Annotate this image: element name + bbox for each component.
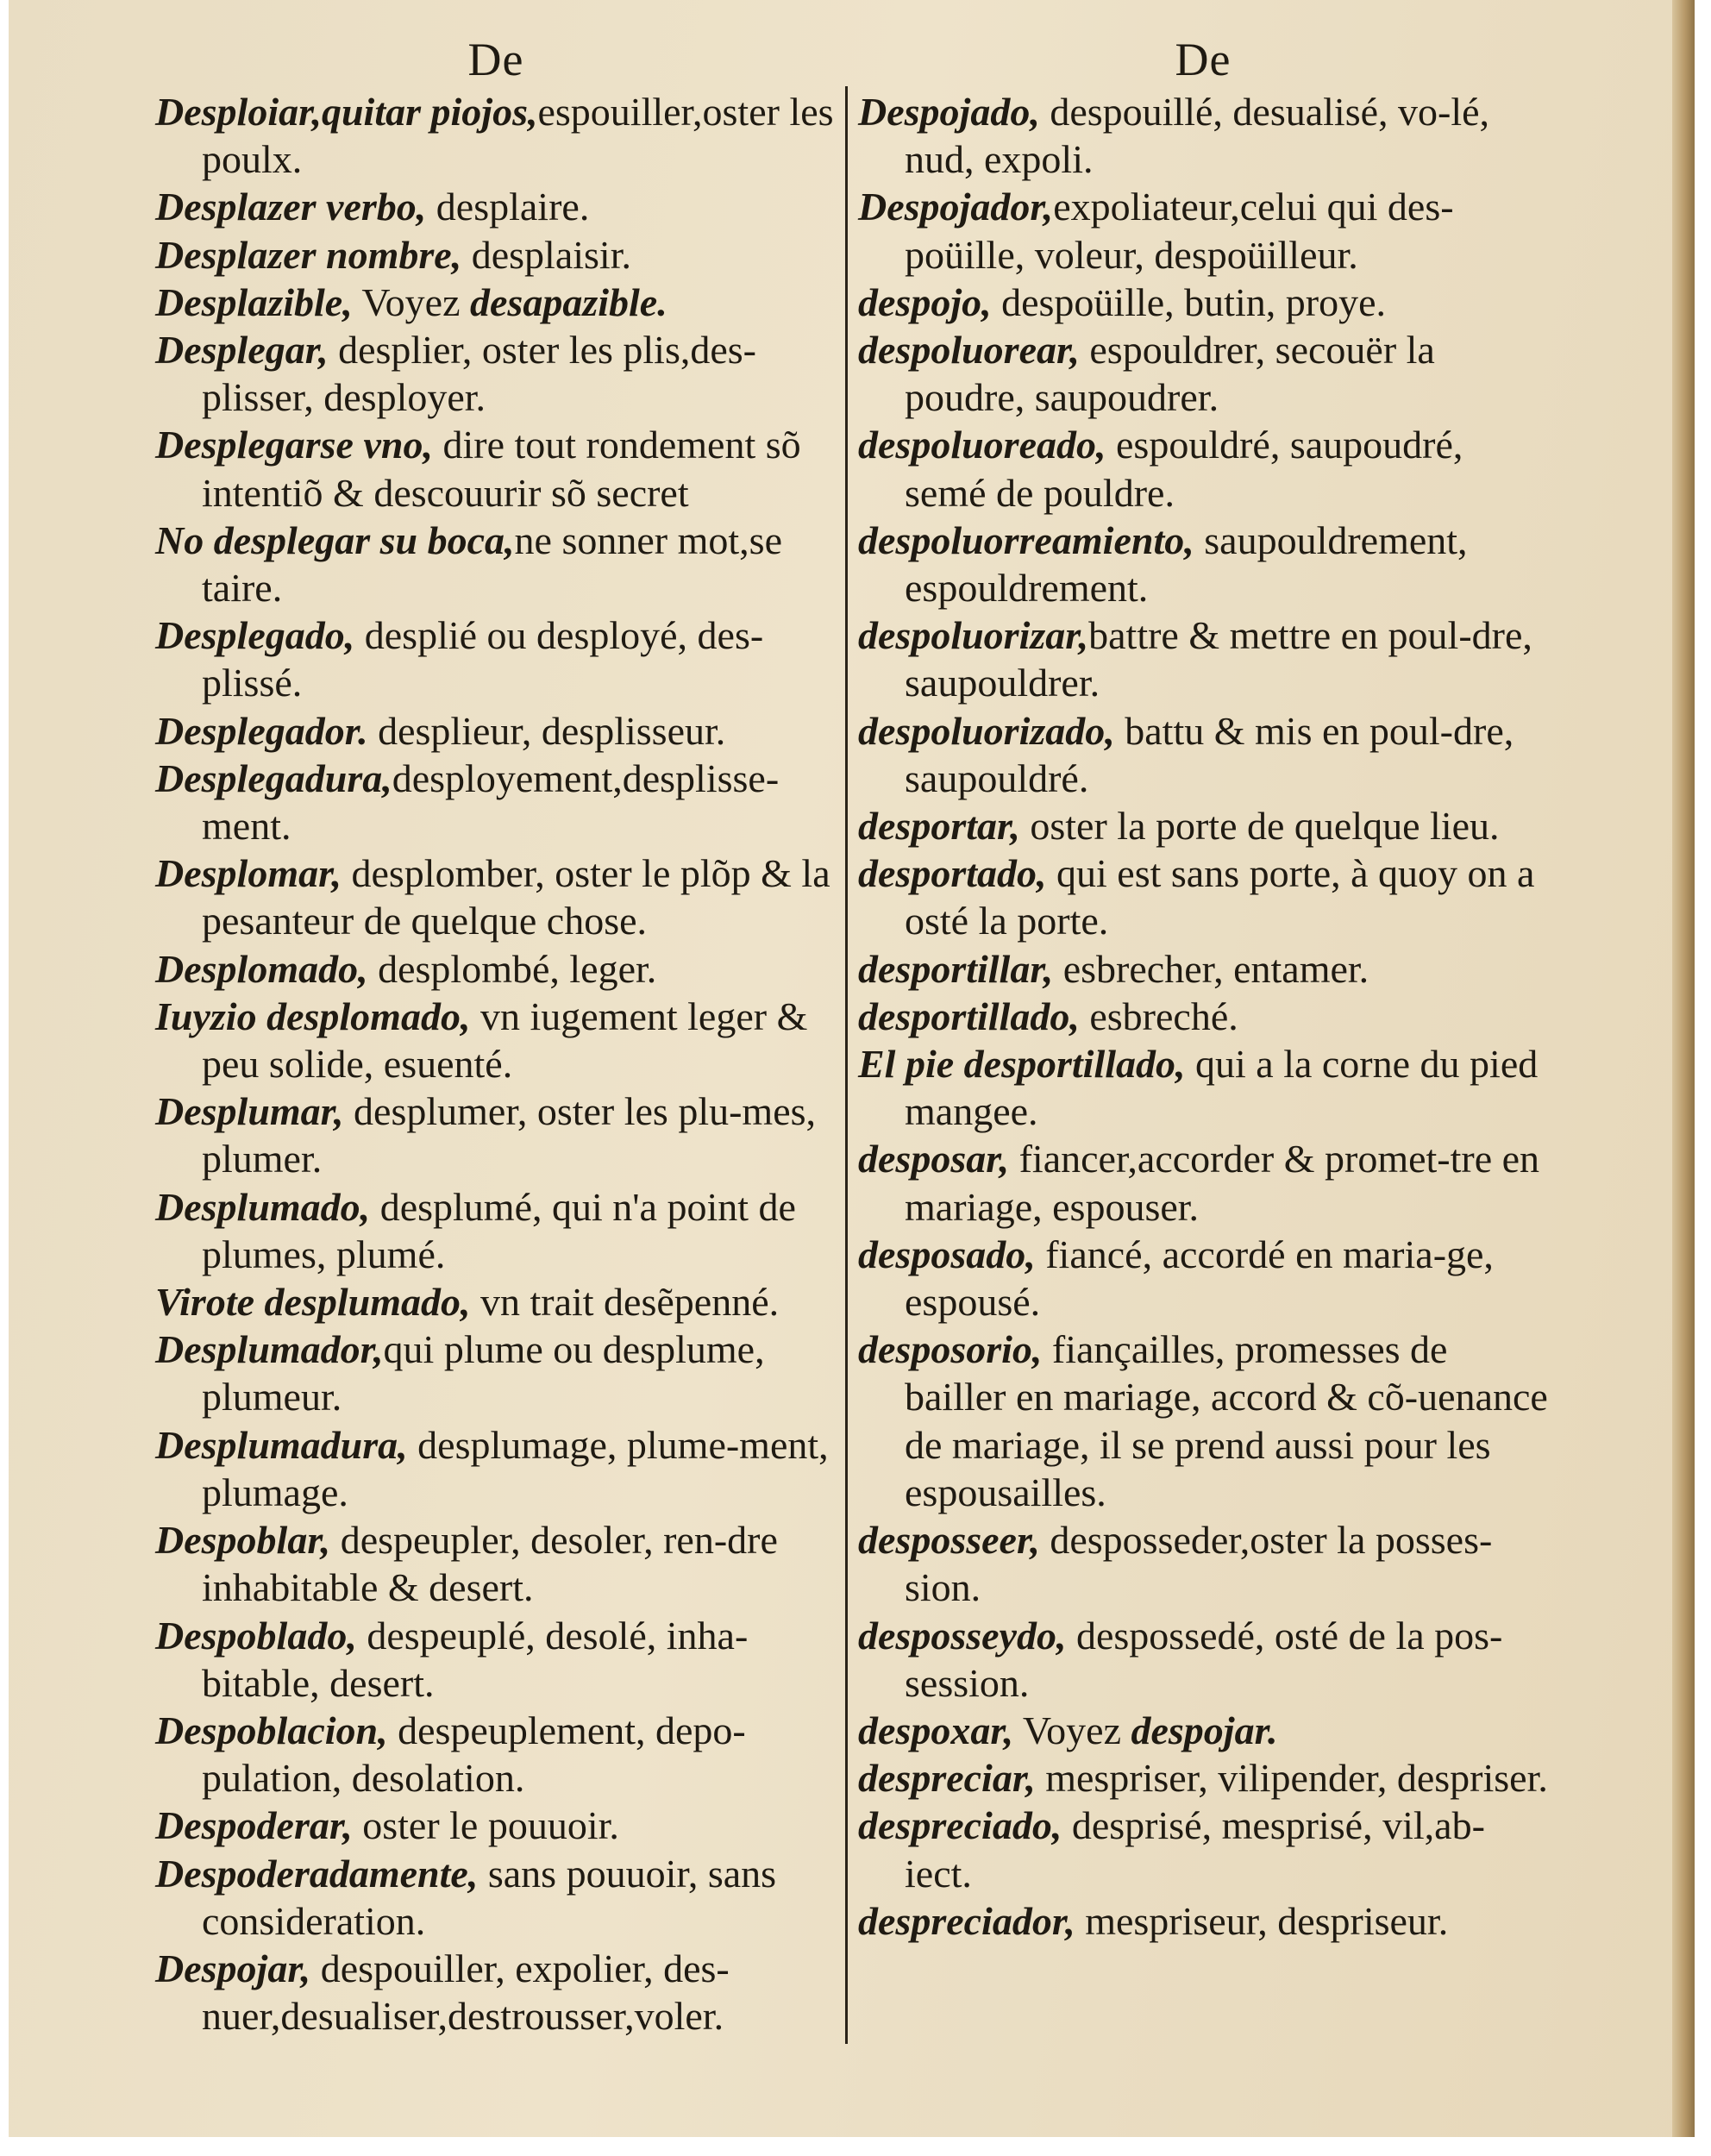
entry-headword: desposorio, bbox=[858, 1327, 1043, 1372]
entry-headword: Desplegar, bbox=[155, 328, 329, 373]
entry-headword: despreciar, bbox=[858, 1756, 1036, 1801]
dictionary-entry bbox=[858, 802, 1548, 849]
entry-definition: desplier, oster les plis,des-plisser, desployer. bbox=[202, 328, 756, 420]
dictionary-entry bbox=[155, 183, 837, 230]
entry-headword: despoluorizado, bbox=[858, 708, 1115, 753]
dictionary-entry bbox=[858, 611, 1548, 706]
entry-definition: fiançailles, promesses de bailler en mariage, accord & cõ-uenance de mariage, il se prend aussi pour les espousailles. bbox=[905, 1327, 1558, 1514]
dictionary-entry bbox=[155, 1945, 837, 2040]
dictionary-entry bbox=[858, 517, 1548, 611]
entry-definition: dire tout rondement sõ intentiõ & descouurir sõ secret bbox=[202, 423, 812, 515]
entry-headword: desportar, bbox=[858, 804, 1020, 849]
dictionary-entry bbox=[858, 1612, 1548, 1707]
entry-definition: battu & mis en poul-dre, saupouldré. bbox=[905, 708, 1524, 800]
entry-definition: mespriser, vilipender, despriser. bbox=[1035, 1756, 1548, 1801]
entry-definition: despeuplement, depo-pulation, desolation. bbox=[202, 1708, 746, 1801]
dictionary-entry bbox=[155, 1087, 837, 1182]
entry-definition: despeupler, desoler, ren-dre inhabitable & desert. bbox=[202, 1518, 788, 1610]
entry-headword: El pie desportillado, bbox=[858, 1042, 1186, 1087]
entry-crossref: despojar. bbox=[1131, 1708, 1278, 1752]
dictionary-entry bbox=[155, 88, 844, 183]
entry-headword: Desplegarse vno, bbox=[155, 423, 433, 467]
dictionary-entry bbox=[155, 1612, 837, 1707]
dictionary-entry bbox=[155, 1516, 837, 1611]
dictionary-entry bbox=[155, 1183, 837, 1278]
entry-definition: Voyez bbox=[1013, 1708, 1131, 1752]
dictionary-entry bbox=[858, 1326, 1558, 1516]
entry-definition: mespriseur, despriseur. bbox=[1075, 1898, 1449, 1943]
dictionary-entry bbox=[155, 1421, 837, 1516]
left-column-header: De bbox=[467, 34, 524, 85]
entry-headword: Desplumador, bbox=[155, 1327, 384, 1372]
dictionary-entry bbox=[858, 1897, 1548, 1945]
dictionary-entry bbox=[155, 1802, 837, 1849]
dictionary-entry bbox=[858, 849, 1548, 944]
entry-definition: desplaire. bbox=[426, 185, 590, 229]
entry-headword: despreciado, bbox=[858, 1803, 1062, 1848]
dictionary-entry bbox=[858, 279, 1548, 326]
dictionary-entry bbox=[858, 993, 1548, 1040]
dictionary-entry bbox=[155, 231, 837, 279]
entry-headword: desportillado, bbox=[858, 993, 1080, 1038]
entry-definition: fiancer,accorder & promet-tre en mariage, espouser. bbox=[905, 1137, 1550, 1229]
entry-headword: Despojar, bbox=[155, 1946, 311, 1990]
entry-headword: Iuyzio desplomado, bbox=[155, 993, 471, 1038]
dictionary-entry bbox=[155, 945, 837, 993]
entry-definition: vn iugement leger & peu solide, esuenté. bbox=[202, 993, 818, 1087]
dictionary-entry bbox=[155, 517, 837, 611]
entry-definition: saupouldrement, espouldrement. bbox=[905, 517, 1478, 611]
entry-headword: despreciador, bbox=[858, 1898, 1075, 1943]
entry-headword: Desplomar, bbox=[155, 851, 342, 896]
dictionary-entry bbox=[155, 1278, 837, 1326]
entry-headword: despoluoreado, bbox=[858, 423, 1106, 467]
entry-headword: Desplegado, bbox=[155, 613, 355, 658]
entry-headword: Despojado, bbox=[858, 90, 1040, 134]
dictionary-entry bbox=[858, 1516, 1548, 1611]
entry-definition: desployement,desplisse-ment. bbox=[202, 755, 780, 849]
dictionary-entry bbox=[858, 1707, 1548, 1754]
entry-definition: despouiller, expolier, des-nuer,desualiser,destrousser,voler. bbox=[202, 1946, 730, 2039]
entry-definition: expoliateur,celui qui des-poüille, voleur, despoüilleur. bbox=[905, 185, 1454, 277]
entry-definition: desplumé, qui n'a point de plumes, plumé. bbox=[202, 1184, 806, 1276]
entry-definition: desplombé, leger. bbox=[367, 946, 657, 991]
dictionary-entry bbox=[155, 755, 837, 849]
right-entry-list bbox=[858, 88, 1558, 1945]
entry-headword: Desplazer nombre, bbox=[155, 232, 462, 277]
dictionary-entry bbox=[155, 1326, 837, 1420]
dictionary-entry bbox=[155, 611, 837, 706]
dictionary-entry bbox=[858, 1231, 1548, 1326]
dictionary-entry bbox=[858, 1040, 1548, 1135]
dictionary-entry bbox=[858, 1135, 1548, 1230]
dictionary-entry bbox=[858, 421, 1548, 516]
entry-headword: Desplegadura, bbox=[155, 755, 392, 800]
page-edge bbox=[1672, 0, 1695, 2137]
entry-headword: desportillar, bbox=[858, 946, 1054, 991]
dictionary-entry bbox=[155, 1850, 837, 1945]
dictionary-entry bbox=[155, 849, 841, 944]
entry-definition: qui a la corne du pied mangee. bbox=[905, 1042, 1548, 1134]
entry-headword: Desplumadura, bbox=[155, 1422, 408, 1467]
entry-headword: Despoblar, bbox=[155, 1518, 331, 1563]
entry-definition: esbrecher, entamer. bbox=[1053, 946, 1369, 991]
entry-definition: vn trait desẽpenné. bbox=[470, 1280, 780, 1325]
entry-headword: Desplumar, bbox=[155, 1089, 344, 1134]
left-column bbox=[155, 31, 844, 2040]
dictionary-entry bbox=[858, 1802, 1548, 1896]
entry-headword: Virote desplumado, bbox=[155, 1280, 471, 1325]
entry-headword: Desploiar,quitar piojos, bbox=[155, 90, 538, 134]
entry-definition: Voyez bbox=[352, 279, 470, 324]
column-separator bbox=[845, 86, 848, 2044]
entry-headword: Despojador, bbox=[858, 185, 1054, 229]
entry-definition: fiancé, accordé en maria-ge, espousé. bbox=[905, 1232, 1504, 1325]
entry-headword: despoxar, bbox=[858, 1708, 1014, 1752]
entry-definition: desplieur, desplisseur. bbox=[367, 708, 726, 753]
entry-definition: desplié ou desployé, des-plissé. bbox=[202, 613, 764, 705]
entry-headword: Desplumado, bbox=[155, 1184, 371, 1229]
entry-definition: qui est sans porte, à quoy on a osté la porte. bbox=[905, 851, 1545, 943]
entry-definition: desplumage, plume-ment, plumage. bbox=[202, 1422, 839, 1514]
dictionary-entry bbox=[858, 1754, 1548, 1802]
entry-definition: desplumer, oster les plu-mes, plumer. bbox=[202, 1089, 826, 1181]
entry-headword: desposseydo, bbox=[858, 1613, 1067, 1658]
entry-headword: Desplomado, bbox=[155, 946, 368, 991]
entry-definition: despouillé, desualisé, vo-lé, nud, expoli. bbox=[905, 90, 1500, 182]
entry-definition: despeuplé, desolé, inha-bitable, desert. bbox=[202, 1613, 749, 1705]
left-entry-list bbox=[155, 88, 844, 2040]
entry-definition: qui plume ou desplume, plumeur. bbox=[202, 1327, 775, 1420]
entry-definition: desplomber, oster le plõp & la pesanteur de quelque chose. bbox=[202, 851, 841, 943]
dictionary-entry bbox=[858, 707, 1548, 802]
entry-definition: espouiller,oster les poulx. bbox=[202, 90, 844, 182]
dictionary-entry bbox=[858, 326, 1548, 421]
dictionary-entry bbox=[155, 279, 837, 326]
entry-headword: despoluorreamiento, bbox=[858, 517, 1194, 562]
entry-definition: despossedé, osté de la pos-session. bbox=[905, 1613, 1503, 1705]
entry-headword: desposseer, bbox=[858, 1518, 1040, 1563]
entry-definition: desposseder,oster la posses-sion. bbox=[905, 1518, 1493, 1610]
entry-headword: despojo, bbox=[858, 279, 992, 324]
entry-definition: espouldrer, secouër la poudre, saupoudrer. bbox=[905, 328, 1445, 420]
book-page bbox=[9, 0, 1695, 2137]
right-column-header: De bbox=[1175, 34, 1232, 85]
entry-headword: Desplegador. bbox=[155, 708, 368, 753]
entry-definition: esbreché. bbox=[1079, 993, 1238, 1038]
entry-definition: ne sonner mot,se taire. bbox=[202, 517, 793, 611]
entry-definition: sans pouuoir, sans consideration. bbox=[202, 1851, 787, 1943]
entry-definition: despoüille, butin, proye. bbox=[991, 279, 1386, 324]
entry-headword: Despoblado, bbox=[155, 1613, 357, 1658]
entry-headword: desportado, bbox=[858, 851, 1047, 896]
entry-definition: espouldré, saupoudré, semé de pouldre. bbox=[905, 423, 1473, 515]
dictionary-entry bbox=[155, 1707, 837, 1802]
dictionary-entry bbox=[858, 945, 1548, 993]
entry-headword: desposado, bbox=[858, 1232, 1036, 1276]
entry-headword: despoluorear, bbox=[858, 328, 1080, 373]
entry-headword: Despoderadamente, bbox=[155, 1851, 479, 1896]
entry-headword: Despoblacion, bbox=[155, 1708, 388, 1752]
dictionary-entry bbox=[155, 326, 837, 421]
entry-definition: oster le pouuoir. bbox=[352, 1803, 619, 1848]
dictionary-entry bbox=[155, 421, 837, 516]
entry-definition: desplaisir. bbox=[461, 232, 631, 277]
entry-headword: Despoderar, bbox=[155, 1803, 353, 1848]
dictionary-entry bbox=[155, 707, 837, 755]
entry-definition: oster la porte de quelque lieu. bbox=[1019, 804, 1500, 849]
entry-headword: Desplazible, bbox=[155, 279, 353, 324]
entry-headword: Desplazer verbo, bbox=[155, 185, 427, 229]
dictionary-entry bbox=[155, 993, 837, 1087]
entry-definition: desprisé, mesprisé, vil,ab-iect. bbox=[905, 1803, 1485, 1896]
right-column bbox=[858, 31, 1558, 1945]
entry-crossref: desapazible. bbox=[470, 279, 667, 324]
entry-headword: desposar, bbox=[858, 1137, 1010, 1181]
entry-definition: battre & mettre en poul-dre, saupouldrer. bbox=[905, 613, 1543, 705]
dictionary-entry bbox=[858, 183, 1548, 278]
dictionary-entry bbox=[858, 88, 1548, 183]
entry-headword: despoluorizar, bbox=[858, 613, 1089, 658]
entry-headword: No desplegar su boca, bbox=[155, 517, 515, 562]
